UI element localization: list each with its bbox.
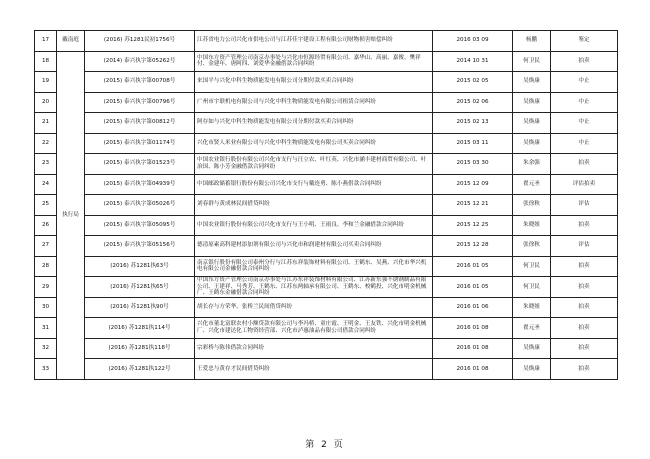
row-number: 28 — [35, 256, 57, 277]
stage-cell: 拍卖 — [551, 338, 618, 359]
filing-date-cell: 2015 02 06 — [433, 92, 513, 113]
stage-cell: 拍卖 — [551, 154, 618, 175]
row-number: 20 — [35, 92, 57, 113]
filing-date-cell: 2014 10 31 — [433, 51, 513, 72]
case-table-body — [35, 31, 618, 380]
table-row — [35, 297, 618, 318]
case-title-cell: 来国平与兴化中科生物质能发电有限公司分期付款买卖合同纠纷 — [195, 72, 433, 93]
row-number: 25 — [35, 195, 57, 216]
page-number: 第 2 页 — [305, 440, 345, 450]
case-number-cell: (2015) 泰兴执字第05095号 — [85, 215, 195, 236]
table-row — [35, 256, 618, 277]
case-number-cell: (2016) 苏1281民初1756号 — [85, 31, 195, 52]
judge-cell: 吴焕康 — [513, 72, 551, 93]
case-title-cell: 胡长存与方荣华、张桥兰民间借贷纠纷 — [195, 297, 433, 318]
stage-cell: 中止 — [551, 72, 618, 93]
filing-date-cell: 2015 12 21 — [433, 195, 513, 216]
case-number-cell: (2016) 苏1281执90号 — [85, 297, 195, 318]
case-table — [34, 30, 618, 380]
row-number: 22 — [35, 133, 57, 154]
judge-cell: 何卫民 — [513, 256, 551, 277]
judge-cell: 朱晓姐 — [513, 215, 551, 236]
table-row — [35, 318, 618, 339]
case-number-cell: (2015) 泰兴执字第04939号 — [85, 174, 195, 195]
table-row — [35, 154, 618, 175]
case-number-cell: (2015) 泰兴执字第00708号 — [85, 72, 195, 93]
row-number: 19 — [35, 72, 57, 93]
table-row — [35, 133, 618, 154]
table-row — [35, 51, 618, 72]
case-title-cell: 刘春群与黄成林民间借贷纠纷 — [195, 195, 433, 216]
table-row — [35, 92, 618, 113]
table-row — [35, 215, 618, 236]
case-title-cell: 江苏省电力公司兴化市供电公司与江苏佳宇建设工程有限公司财物损害赔偿纠纷 — [195, 31, 433, 52]
stage-cell: 拍卖 — [551, 215, 618, 236]
stage-cell: 中止 — [551, 133, 618, 154]
table-row — [35, 31, 618, 52]
judge-cell: 朱余强 — [513, 154, 551, 175]
filing-date-cell: 2015 03 30 — [433, 154, 513, 175]
filing-date-cell: 2015 03 11 — [433, 133, 513, 154]
judge-cell: 吴焕康 — [513, 359, 551, 380]
judge-cell: 何卫民 — [513, 277, 551, 298]
case-number-cell: (2015) 泰兴执字第01174号 — [85, 133, 195, 154]
filing-date-cell: 2016 01 08 — [433, 338, 513, 359]
row-number: 24 — [35, 174, 57, 195]
stage-cell: 拍卖 — [551, 256, 618, 277]
filing-date-cell: 2016 01 08 — [433, 318, 513, 339]
court-cell: 执行局 — [57, 51, 85, 379]
case-number-cell: (2015) 泰兴执字第05156号 — [85, 236, 195, 257]
table-row — [35, 195, 618, 216]
row-number: 30 — [35, 297, 57, 318]
judge-cell: 张徐秋 — [513, 195, 551, 216]
stage-cell: 鉴定 — [551, 31, 618, 52]
filing-date-cell: 2015 12 25 — [433, 215, 513, 236]
row-number: 26 — [35, 215, 57, 236]
judge-cell: 张徐秋 — [513, 236, 551, 257]
table-row — [35, 113, 618, 134]
filing-date-cell: 2015 12 09 — [433, 174, 513, 195]
filing-date-cell: 2016 01 05 — [433, 277, 513, 298]
filing-date-cell: 2016 01 06 — [433, 297, 513, 318]
filing-date-cell: 2016 01 08 — [433, 359, 513, 380]
judge-cell: 杨鹏 — [513, 31, 551, 52]
case-title-cell: 中国东方资产管理公司南京办事处与江苏东祥装饰材料有限公司、江苏新东强不锈钢制品有限公司、王建祥、马秀芳、王鹤东、江苏东两轴承有限公司、王鹤东、校鹤投、兴化市明金机械厂、王鹤东金融借款合同纠纷 — [195, 277, 433, 298]
court-cell: 戴南庭 — [57, 31, 85, 52]
judge-cell: 翟元圣 — [513, 174, 551, 195]
case-title-cell: 兴化市董北富联农村小额贷款有限公司与李冯桥、童庄霞、王明金、王友铁、兴化市明金机械厂、兴化市建达化工物资经营部、兴化市泸惠油品有限公司借款合同纠纷 — [195, 318, 433, 339]
case-title-cell: 宗彩桥与陈伟借款合同纠纷 — [195, 338, 433, 359]
row-number: 32 — [35, 338, 57, 359]
stage-cell: 拍卖 — [551, 318, 618, 339]
judge-cell: 吴焕康 — [513, 113, 551, 134]
row-number: 21 — [35, 113, 57, 134]
case-title-cell: 中国东方资产管理公司南京办事处与兴化市恒源经贸有限公司、嘉华山、高丽、嘉俊、樊祥付、金建年、唐阿四、刘爱华金融借款合同纠纷 — [195, 51, 433, 72]
case-number-cell: (2016) 苏1281执118号 — [85, 338, 195, 359]
case-title-cell: 德清原素高科建材添加剂有限公司与兴化市和润建材有限公司买卖合同纠纷 — [195, 236, 433, 257]
case-number-cell: (2015) 泰兴执字第05026号 — [85, 195, 195, 216]
stage-cell: 评估 — [551, 236, 618, 257]
case-number-cell: (2016) 苏1281执65号 — [85, 277, 195, 298]
row-number: 23 — [35, 154, 57, 175]
case-number-cell: (2015) 泰兴执字第00812号 — [85, 113, 195, 134]
filing-date-cell: 2016 01 05 — [433, 256, 513, 277]
stage-cell: 评估拍卖 — [551, 174, 618, 195]
case-title-cell: 阿存如与兴化中科生物质能发电有限公司分期付款买卖合同纠纷 — [195, 113, 433, 134]
row-number: 18 — [35, 51, 57, 72]
stage-cell: 中止 — [551, 92, 618, 113]
case-number-cell: (2015) 泰兴执字第00796号 — [85, 92, 195, 113]
row-number: 29 — [35, 277, 57, 298]
case-number-cell: (2016) 苏1281执114号 — [85, 318, 195, 339]
judge-cell: 吴焕康 — [513, 133, 551, 154]
case-title-cell: 中国农业银行股份有限公司兴化市支行与汪立农、叶红英、兴化市涵丰建材商贸有限公司、叶治国、陈小芳金融借款合同纠纷 — [195, 154, 433, 175]
filing-date-cell: 2015 02 13 — [433, 113, 513, 134]
case-title-cell: 王爱忠与黄存才民间借贷纠纷 — [195, 359, 433, 380]
case-title-cell: 兴化市贤人米业有限公司与兴化中科生物质能发电有限公司买卖合同纠纷 — [195, 133, 433, 154]
case-title-cell: 广州市宇联机电有限公司与兴化中科生物质能发电有限公司租赁合同纠纷 — [195, 92, 433, 113]
case-number-cell: (2016) 苏1281执122号 — [85, 359, 195, 380]
table-row — [35, 338, 618, 359]
stage-cell: 评估 — [551, 195, 618, 216]
row-number: 31 — [35, 318, 57, 339]
case-number-cell: (2015) 泰兴执字第01523号 — [85, 154, 195, 175]
case-title-cell: 中国农业银行股份有限公司兴化市支行与王小明、王雨良、李和兰金融借款合同纠纷 — [195, 215, 433, 236]
table-row — [35, 174, 618, 195]
filing-date-cell: 2015 12 28 — [433, 236, 513, 257]
table-row — [35, 72, 618, 93]
judge-cell: 吴焕康 — [513, 338, 551, 359]
filing-date-cell: 2015 02 05 — [433, 72, 513, 93]
table-row — [35, 359, 618, 380]
judge-cell: 吴焕康 — [513, 92, 551, 113]
stage-cell: 中止 — [551, 113, 618, 134]
row-number: 17 — [35, 31, 57, 52]
case-number-cell: (2014) 泰兴执字第05262号 — [85, 51, 195, 72]
judge-cell: 何卫民 — [513, 51, 551, 72]
table-row — [35, 277, 618, 298]
case-title-cell: 南京银行股份有限公司泰州分行与江苏东祥装饰材料有限公司、王鹤东、吴燕、兴化市华兴机电有限公司金融借款合同纠纷 — [195, 256, 433, 277]
case-number-cell: (2016) 苏1281执63号 — [85, 256, 195, 277]
stage-cell: 拍卖 — [551, 297, 618, 318]
row-number: 27 — [35, 236, 57, 257]
table-row — [35, 236, 618, 257]
case-title-cell: 中国邮政储蓄银行股份有限公司兴化市支行与戴连勇、陈小燕借款合同纠纷 — [195, 174, 433, 195]
stage-cell: 拍卖 — [551, 277, 618, 298]
judge-cell: 朱晓姐 — [513, 297, 551, 318]
filing-date-cell: 2016 03 09 — [433, 31, 513, 52]
stage-cell: 拍卖 — [551, 359, 618, 380]
judge-cell: 翟元圣 — [513, 318, 551, 339]
row-number: 33 — [35, 359, 57, 380]
stage-cell: 拍卖 — [551, 51, 618, 72]
